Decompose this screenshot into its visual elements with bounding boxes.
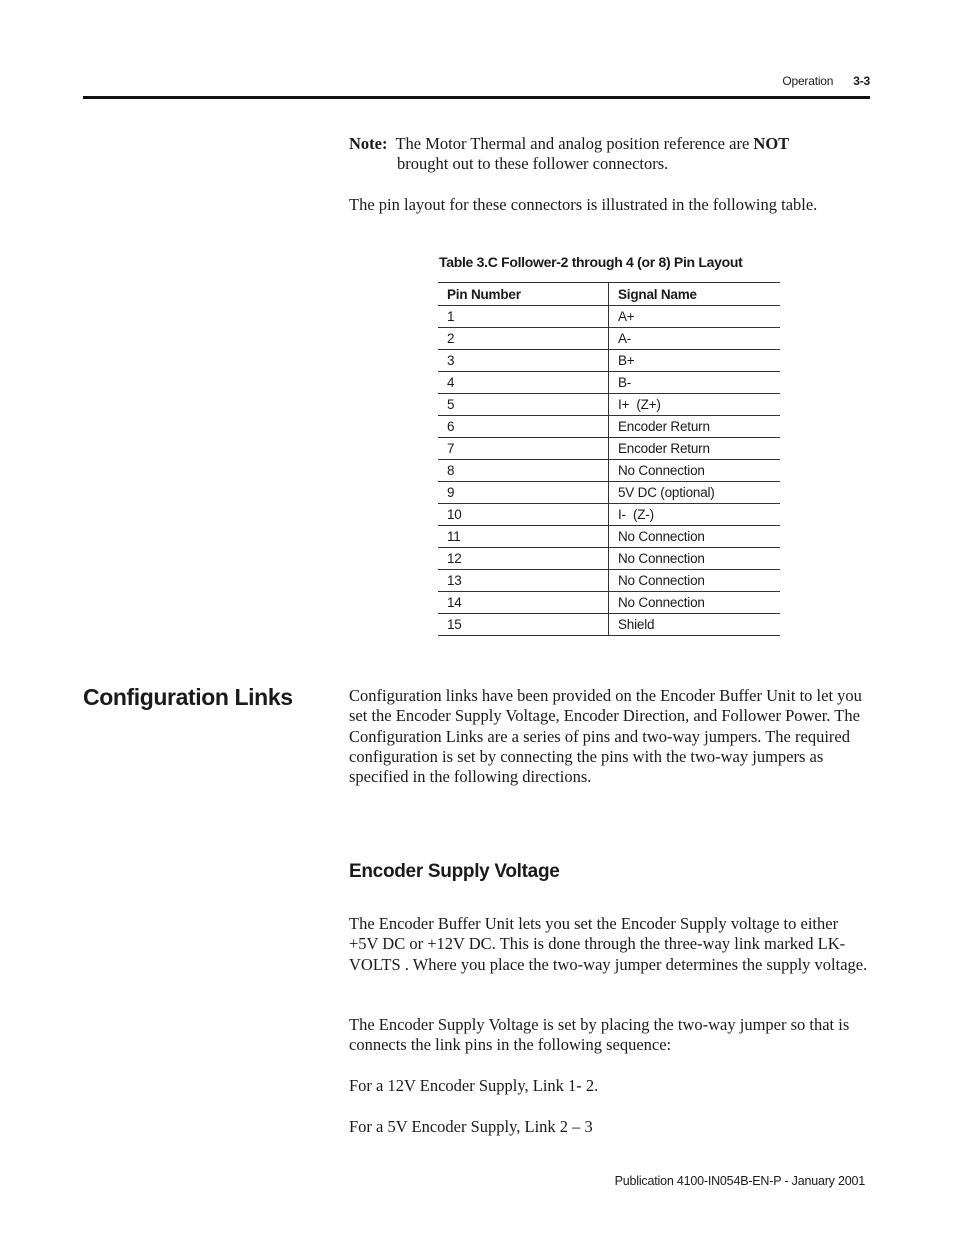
encoder-supply-paragraph-1: The Encoder Buffer Unit lets you set the Encoder Supply voltage to either +5V DC or +12V DC. This is done through the three-way link marked LK-VOLTS . Where you place the two-way jumper determines the supply voltage.	[349, 914, 868, 974]
column-header-signal-name: Signal Name	[609, 283, 781, 306]
signal-name-cell: No Connection	[609, 592, 781, 614]
signal-name-cell: No Connection	[609, 526, 781, 548]
pin-number-cell: 1	[438, 306, 609, 328]
table-header-row	[438, 283, 780, 306]
signal-name-cell: A-	[609, 328, 781, 350]
signal-name-cell: Encoder Return	[609, 416, 781, 438]
table-row	[438, 614, 780, 636]
table-row	[438, 504, 780, 526]
pin-number-cell: 9	[438, 482, 609, 504]
table-row	[438, 438, 780, 460]
signal-name-cell: A+	[609, 306, 781, 328]
pin-number-cell: 7	[438, 438, 609, 460]
table-row	[438, 570, 780, 592]
table-row	[438, 306, 780, 328]
signal-name-cell: B-	[609, 372, 781, 394]
pin-number-cell: 2	[438, 328, 609, 350]
pin-number-cell: 5	[438, 394, 609, 416]
link-12v-instruction: For a 12V Encoder Supply, Link 1- 2.	[349, 1076, 599, 1095]
subsection-heading-encoder-supply-voltage: Encoder Supply Voltage	[349, 861, 560, 882]
table-row	[438, 460, 780, 482]
signal-name-cell: I- (Z-)	[609, 504, 781, 526]
signal-name-cell: Encoder Return	[609, 438, 781, 460]
encoder-supply-paragraph-2: The Encoder Supply Voltage is set by placing the two-way jumper so that is connects the link pins in the following sequence:	[349, 1015, 850, 1055]
note-paragraph	[349, 134, 869, 175]
header-section-title: Operation	[782, 74, 834, 88]
pin-number-cell: 8	[438, 460, 609, 482]
pin-number-cell: 6	[438, 416, 609, 438]
table-row	[438, 482, 780, 504]
note-text-before: The Motor Thermal and analog position reference are	[395, 134, 750, 153]
header-rule	[83, 96, 870, 99]
note-text-after: brought out to these follower connectors.	[397, 154, 669, 174]
pin-number-cell: 14	[438, 592, 609, 614]
pin-number-cell: 13	[438, 570, 609, 592]
signal-name-cell: B+	[609, 350, 781, 372]
note-label: Note:	[349, 134, 388, 153]
section-heading-configuration-links: Configuration Links	[83, 684, 293, 710]
configuration-links-paragraph: Configuration links have been provided on the Encoder Buffer Unit to let you set the Encoder Supply Voltage, Encoder Direction, and Follower Power. The Configuration Links are a series of pins and two-way jumpers. The required configuration is set by connecting the pins with the two-way jumpers as specified in the following directions.	[349, 686, 862, 787]
header-page-number: 3-3	[853, 74, 870, 88]
signal-name-cell: Shield	[609, 614, 781, 636]
column-header-pin-number: Pin Number	[438, 283, 609, 306]
table-body	[438, 306, 780, 636]
table-row	[438, 394, 780, 416]
table-row	[438, 372, 780, 394]
pin-intro-paragraph: The pin layout for these connectors is illustrated in the following table.	[349, 195, 818, 214]
signal-name-cell: No Connection	[609, 548, 781, 570]
pin-number-cell: 4	[438, 372, 609, 394]
pin-number-cell: 10	[438, 504, 609, 526]
page-header	[83, 74, 870, 102]
signal-name-cell: 5V DC (optional)	[609, 482, 781, 504]
table-row	[438, 548, 780, 570]
running-header	[782, 74, 870, 88]
signal-name-cell: No Connection	[609, 570, 781, 592]
table-row	[438, 350, 780, 372]
table-row	[438, 526, 780, 548]
note-emphasis: NOT	[753, 134, 790, 153]
table-caption: Table 3.C Follower-2 through 4 (or 8) Pin Layout	[439, 254, 743, 270]
pin-number-cell: 11	[438, 526, 609, 548]
pin-layout-table	[438, 282, 780, 636]
table-row	[438, 416, 780, 438]
pin-number-cell: 12	[438, 548, 609, 570]
table-row	[438, 328, 780, 350]
pin-number-cell: 15	[438, 614, 609, 636]
table-row	[438, 592, 780, 614]
publication-footer: Publication 4100-IN054B-EN-P - January 2001	[614, 1174, 865, 1188]
pin-number-cell: 3	[438, 350, 609, 372]
signal-name-cell: I+ (Z+)	[609, 394, 781, 416]
link-5v-instruction: For a 5V Encoder Supply, Link 2 – 3	[349, 1117, 593, 1136]
signal-name-cell: No Connection	[609, 460, 781, 482]
